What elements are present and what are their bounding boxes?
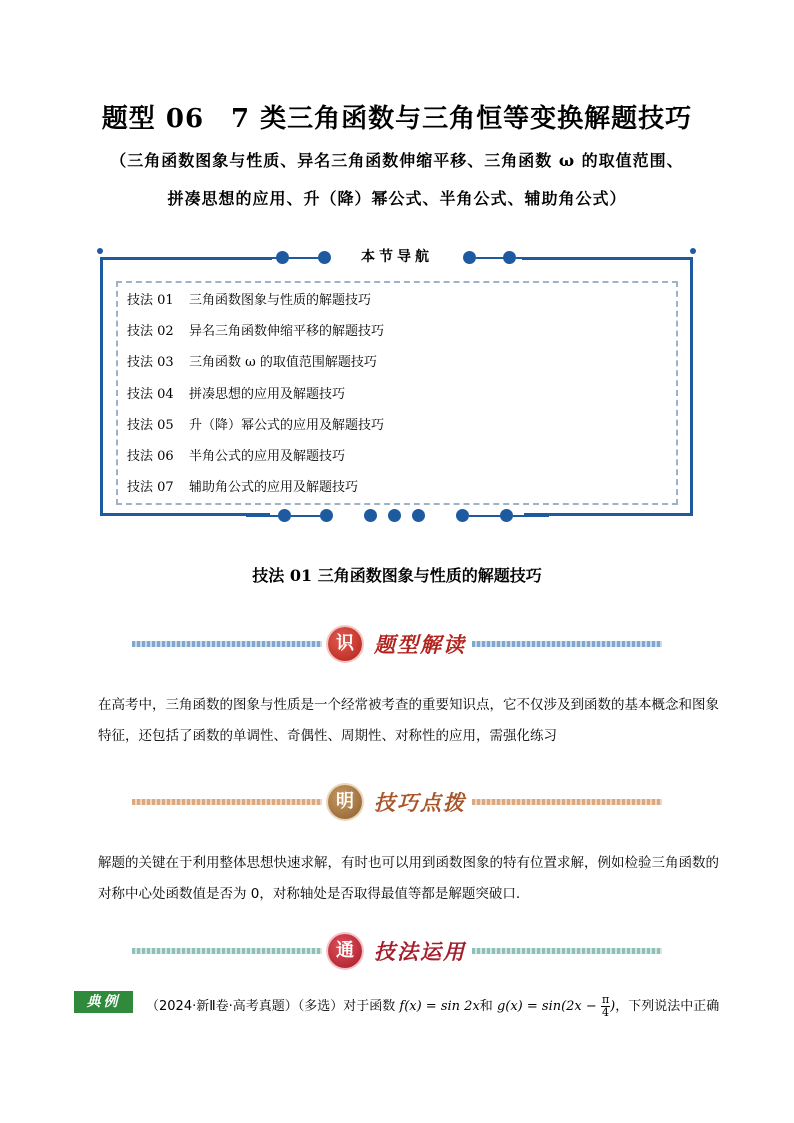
badge-icon: 明 (328, 785, 362, 819)
footer-dot (412, 509, 425, 522)
function-f: f(x) = sin 2x (399, 999, 480, 1014)
example-line (74, 990, 734, 1020)
header-line (289, 257, 321, 259)
fraction (601, 994, 610, 1019)
footer-dot (500, 509, 513, 522)
nav-item-number: 技法 05 (127, 417, 174, 433)
nav-item-number: 技法 03 (127, 355, 174, 371)
badge-icon: 通 (328, 934, 362, 968)
tips-paragraph: 解题的关键在于利用整体思想快速求解，有时也可以用到函数图象的特有位置求解，例如检验三角函数的对称中心处函数值是否为 0，对称轴处是否取得最值等都是解题突破口. (98, 855, 719, 902)
header-line (476, 257, 506, 259)
nav-item-label: 辅助角公式的应用及解题技巧 (189, 480, 359, 496)
nav-item-label: 异名三角函数伸缩平移的解题技巧 (189, 324, 385, 340)
example-tag: 典例 (74, 991, 133, 1013)
banner-apply (132, 932, 662, 972)
page-title: 题型 06 7 类三角函数与三角恒等变换解题技巧 (101, 104, 693, 134)
footer-dot (320, 509, 333, 522)
header-dot (463, 251, 476, 264)
header-line-right (516, 257, 552, 259)
header-dot (276, 251, 289, 264)
nav-item-label: 三角函数图象与性质的解题技巧 (189, 293, 372, 308)
section-title: 技法 01 三角函数图象与性质的解题技巧 (252, 566, 542, 585)
footer-line-right (513, 515, 549, 517)
page-subtitle-line-1: （三角函数图象与性质、异名三角函数伸缩平移、三角函数 ω 的取值范围、 (110, 151, 684, 170)
footer-line (469, 515, 503, 517)
nav-item[interactable] (127, 415, 384, 446)
nav-item-number: 技法 06 (127, 448, 174, 464)
function-g-suffix: ) (610, 999, 616, 1014)
footer-dot (278, 509, 291, 522)
footer-dot (364, 509, 377, 522)
banner-reading (132, 625, 662, 665)
nav-item[interactable] (127, 321, 384, 352)
nav-item-label: 半角公式的应用及解题技巧 (189, 448, 346, 464)
nav-item[interactable] (127, 384, 384, 415)
nav-item-number: 技法 01 (127, 293, 174, 308)
nav-item-number: 技法 07 (127, 480, 174, 496)
nav-item[interactable] (127, 290, 384, 321)
nav-title: 本节导航 (361, 249, 433, 265)
nav-item[interactable] (127, 352, 384, 383)
badge-icon: 识 (328, 627, 362, 661)
nav-item-number: 技法 04 (127, 386, 174, 402)
nav-item-label: 升（降）幂公式的应用及解题技巧 (189, 417, 385, 433)
header-dot (503, 251, 516, 264)
nav-item-label: 拼凑思想的应用及解题技巧 (189, 386, 346, 402)
nav-item[interactable] (127, 477, 384, 508)
page-subtitle-line-2: 拼凑思想的应用、升（降）幂公式、半角公式、辅助角公式） (167, 189, 627, 208)
nav-list (127, 290, 384, 508)
example-text (146, 994, 719, 1019)
example-source: （2024·新Ⅱ卷·高考真题）（多选）对于函数 (146, 999, 396, 1014)
example-tail: ，下列说法中正确 (615, 999, 720, 1014)
fraction-denominator: 4 (602, 1006, 610, 1019)
function-g-prefix: g(x) = sin(2x − (496, 999, 597, 1014)
nav-item[interactable] (127, 446, 384, 477)
fraction-numerator: π (601, 993, 610, 1006)
footer-dot (456, 509, 469, 522)
footer-dot (388, 509, 401, 522)
corner-dot (690, 248, 696, 254)
footer-line-left (246, 515, 282, 517)
banner-label: 技巧点拨 (374, 790, 466, 815)
reading-paragraph: 在高考中，三角函数的图象与性质是一个经常被考查的重要知识点，它不仅涉及到函数的基本概念和图象特征，还包括了函数的单调性、奇偶性、周期性、对称性的应用，需强化练习 (98, 697, 719, 744)
corner-dot (97, 248, 103, 254)
banner-label: 题型解读 (374, 632, 466, 657)
nav-item-number: 技法 02 (127, 324, 174, 340)
banner-tips (132, 783, 662, 823)
banner-label: 技法运用 (374, 939, 466, 964)
nav-item-label: 三角函数 ω 的取值范围解题技巧 (189, 355, 377, 371)
example-conjunction: 和 (479, 999, 493, 1014)
footer-line (291, 515, 323, 517)
